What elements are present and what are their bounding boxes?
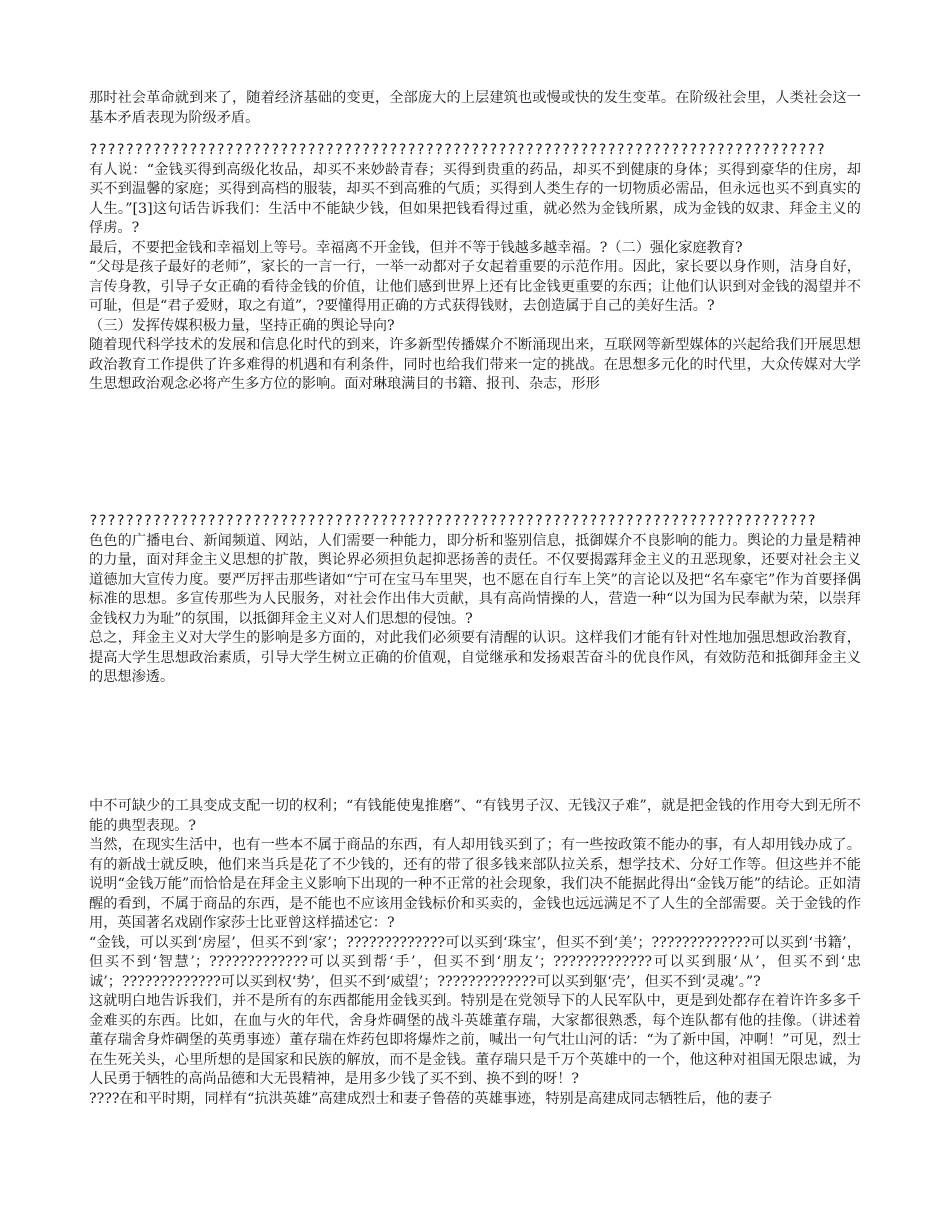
garbled-marks-line: ????????????????????????????????????????????????????????????????????????????????: [89, 513, 817, 529]
paragraph: 色色的广播电台、新闻频道、网站，人们需要一种能力，即分析和鉴别信息，抵御媒介不良影响的能力。舆论的力量是精神的力量，面对拜金主义思想的扩散，舆论界必须担负起抑恶扬善的责任。不仅要揭露拜金主义的丑恶现象，还要对社会主义道德加大宣传力度。要严厉抨击那些诸如“宁可在宝马车里哭，也不愿在自行车上笑”的言论以及把“名车豪宅”作为首要择偶标准的思想。多宣传那些为人民服务，对社会作出伟大贡献，具有高尚情操的人，营造一种“以为国为民奉献为荣，以崇拜金钱权力为耻”的氛围，以抵御拜金主义对人们思想的侵蚀。?: [89, 532, 861, 627]
paragraph: 中不可缺少的工具变成支配一切的权利；“有钱能使鬼推磨”、“有钱男子汉、无钱汉子难”，就是把金钱的作用夸大到无所不能的典型表现。?: [89, 798, 861, 834]
paragraph: 那时社会革命就到来了，随着经济基础的变更，全部庞大的上层建筑也或慢或快的发生变革。在阶级社会里，人类社会这一基本矛盾表现为阶级矛盾。: [89, 90, 861, 126]
paragraph: 这就明白地告诉我们，并不是所有的东西都能用金钱买到。特别是在党领导下的人民军队中，更是到处都存在着许许多多千金难买的东西。比如，在血与火的年代，舍身炸碉堡的战斗英雄董存瑞，大家都很熟悉，每个连队都有他的挂像。（讲述着董存瑞舍身炸碉堡的英勇事迹）董存瑞在炸药包即将爆炸之前，喊出一句气壮山河的话：“为了新中国，冲啊！”可见，烈士在生死关头，心里所想的是国家和民族的解放，而不是金钱。董存瑞只是千万个英雄中的一个，他这种对祖国无限忠诚，为人民勇于牺牲的高尚品德和大无畏精神，是用多少钱了买不到、换不到的呀！?: [89, 993, 861, 1087]
paragraph: 总之，拜金主义对大学生的影响是多方面的，对此我们必须要有清醒的认识。这样我们才能有针对性地加强思想政治教育，提高大学生思想政治素质，引导大学生树立正确的价值观，自觉继承和发扬艰苦奋斗的优良作风，有效防范和抵御拜金主义的思想渗透。: [89, 630, 861, 685]
paragraph: ????在和平时期，同样有“抗洪英雄”高建成烈士和妻子鲁蓓的英雄事迹，特别是高建成同志牺牲后，他的妻子: [89, 1090, 773, 1107]
quote-paragraph: “金钱，可以买到‘房屋’，但买不到‘家’；?????????????可以买到‘珠宝’，但买不到‘美’；?????????????可以买到‘书籍’，但买不到‘智慧’；?????????????可以买到帮‘手’，但买不到‘朋友’；?????????????可以买到服‘从’，但买不到‘忠诚’；?????????????可以买到权‘势’，但买不到‘威望’；?????????????可以买到躯‘壳’，但买不到‘灵魂’。”?: [89, 934, 861, 990]
paragraph: “父母是孩子最好的老师”，家长的一言一行，一举一动都对子女起着重要的示范作用。因此，家长要以身作则，洁身自好，言传身教，引导子女正确的看待金钱的价值，让他们感到世界上还有比金钱更重要的东西；让他们认识到对金钱的渴望并不可耻，但是“君子爱财，取之有道”，?要懂得用正确的方式获得钱财，去创造属于自己的美好生活。?: [89, 259, 861, 314]
paragraph: 随着现代科学技术的发展和信息化时代的到来，许多新型传播媒介不断涌现出来，互联网等新型媒体的兴起给我们开展思想政治教育工作提供了许多难得的机遇和有利条件，同时也给我们带来一定的挑战。在思想多元化的时代里，大众传媒对大学生思想政治观念必将产生多方位的影响。面对琳琅满目的书籍、报刊、杂志，形形: [89, 337, 861, 392]
garbled-marks-line: ?????????????????????????????????????????????????????????????????????????????????: [89, 142, 826, 158]
text-block-2: [89, 141, 861, 395]
text-block-4: [89, 797, 861, 1109]
paragraph: 最后，不要把金钱和幸福划上等号。幸福离不开金钱，但并不等于钱越多越幸福。?（二）强化家庭教育?: [89, 239, 743, 256]
text-block-3: [89, 512, 861, 688]
paragraph: 有人说：“金钱买得到高级化妆品，却买不来妙龄青春；买得到贵重的药品，却买不到健康的身体；买得到豪华的住房，却买不到温馨的家庭；买得到高档的服装，却买不到高雅的气质；买得到人类生存的一切物质必需品，但永远也买不到真实的人生。”[3]这句话告诉我们：生活中不能缺少钱，但如果把钱看得过重，就必然为金钱所累，成为金钱的奴隶、拜金主义的俘虏。?: [89, 161, 861, 236]
paragraph: 当然，在现实生活中，也有一些本不属于商品的东西，有人却用钱买到了；有一些按政策不能办的事，有人却用钱办成了。有的新战士就反映，他们来当兵是花了不少钱的，还有的带了很多钱来部队拉关系，想学技术、分好工作等。但这些并不能说明“金钱万能”而恰恰是在拜金主义影响下出现的一种不正常的社会现象，我们决不能据此得出“金钱万能”的结论。正如清醒的看到，不属于商品的东西，是不能也不应该用金钱标价和买卖的，金钱也远远满足不了人生的全部需要。关于金钱的作用，英国著名戏剧作家莎士比亚曾这样描述它：?: [89, 837, 861, 931]
text-block-top: [89, 89, 861, 128]
section-heading: （三）发挥传媒积极力量，坚持正确的舆论导向?: [89, 317, 395, 334]
